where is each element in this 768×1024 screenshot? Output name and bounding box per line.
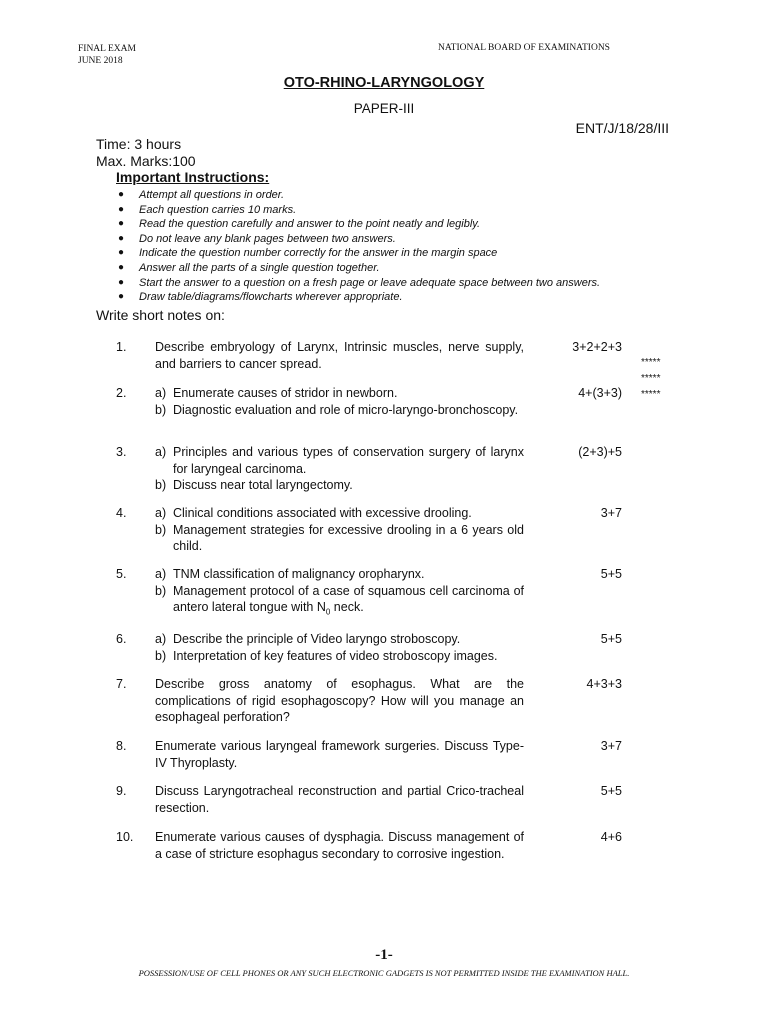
- question-part: a) Clinical conditions associated with excessive drooling.: [155, 506, 472, 520]
- exam-board: NATIONAL BOARD OF EXAMINATIONS: [438, 43, 610, 53]
- question-number: 10.: [116, 830, 134, 844]
- question-part: b) Diagnostic evaluation and role of micro-laryngo-bronchoscopy.: [155, 402, 519, 417]
- page-number: -1-: [375, 947, 393, 963]
- bullet-icon: ●: [118, 291, 125, 303]
- question-number: 7.: [116, 677, 127, 691]
- question-text: Describe embryology of Larynx, Intrinsic muscles, nerve supply, and barriers to cancer spread.: [155, 340, 524, 371]
- question-marks: 5+5: [600, 632, 622, 646]
- bullet-icon: ●: [118, 261, 125, 273]
- question-number: 3.: [116, 445, 127, 459]
- exam-name: FINAL EXAM: [78, 44, 136, 54]
- instruction-item: ● Attempt all questions in order.: [118, 189, 285, 201]
- question-number: 2.: [116, 386, 127, 400]
- question-text: Describe gross anatomy of esophagus. What are the complications of rigid esophagoscopy? How will you manage an esophageal perforation?: [155, 677, 524, 724]
- paper-code: ENT/J/18/28/III: [575, 120, 669, 136]
- question-number: 8.: [116, 739, 127, 753]
- instruction-item: ● Start the answer to a question on a fresh page or leave adequate space between two answers.: [118, 276, 601, 289]
- bullet-icon: ●: [118, 232, 125, 244]
- question-text: [155, 385, 524, 418]
- bullet-icon: ●: [118, 276, 125, 288]
- stars-mark: *****: [641, 389, 661, 400]
- instruction-item: ● Do not leave any blank pages between two answers.: [118, 232, 396, 245]
- question-text: [155, 566, 524, 621]
- question-text: [155, 505, 524, 555]
- question-text: Enumerate various laryngeal framework surgeries. Discuss Type-IV Thyroplasty.: [155, 739, 524, 770]
- question-part: b) Management protocol of a case of squamous cell carcinoma of antero lateral tongue with $N_0$ neck.: [155, 583, 524, 617]
- question-marks: 3+7: [600, 739, 622, 753]
- question-part: b) Discuss near total laryngectomy.: [155, 478, 353, 492]
- question-text: [155, 631, 524, 664]
- question-marks: (2+3)+5: [578, 445, 622, 459]
- instruction-item: ● Indicate the question number correctly for the answer in the margin space: [118, 247, 498, 260]
- paper-title: OTO-RHINO-LARYNGOLOGY: [283, 75, 485, 91]
- exam-date: JUNE 2018: [78, 56, 123, 66]
- question-part: a) Principles and various types of conservation surgery of larynx for laryngeal carcinoma.: [155, 445, 524, 476]
- question-marks: 4+(3+3): [578, 386, 622, 400]
- stars-mark: *****: [641, 373, 661, 384]
- question-marks: 4+3+3: [586, 677, 622, 691]
- stars-mark: *****: [641, 357, 661, 368]
- instruction-item: ● Answer all the parts of a single question together.: [118, 261, 380, 274]
- question-text: [155, 444, 524, 494]
- question-marks: 5+5: [600, 784, 622, 798]
- instruction-item: ● Each question carries 10 marks.: [118, 203, 297, 216]
- bullet-icon: ●: [118, 247, 125, 259]
- question-number: 5.: [116, 567, 127, 581]
- paper-number: PAPER-III: [353, 101, 415, 116]
- exam-duration: Time: 3 hours: [96, 136, 182, 152]
- question-number: 1.: [116, 340, 127, 354]
- question-part: b) Management strategies for excessive drooling in a 6 years old child.: [155, 522, 524, 553]
- instructions-list: [118, 188, 600, 305]
- question-marks: 3+2+2+3: [572, 340, 622, 354]
- bullet-icon: ●: [118, 189, 125, 200]
- footer-notice: POSSESSION/USE OF CELL PHONES OR ANY SUCH ELECTRONIC GADGETS IS NOT PERMITTED INSIDE THE EXAMINATION HALL.: [138, 968, 630, 978]
- exam-header-left: [78, 43, 136, 67]
- question-part: a) TNM classification of malignancy oropharynx.: [155, 567, 425, 581]
- question-text: Discuss Laryngotracheal reconstruction and partial Crico-tracheal resection.: [155, 784, 524, 815]
- question-marks: 3+7: [600, 506, 622, 520]
- max-marks: Max. Marks:100: [96, 152, 196, 169]
- bullet-icon: ●: [118, 203, 125, 215]
- question-marks: 5+5: [600, 567, 622, 581]
- question-number: 9.: [116, 784, 127, 798]
- instruction-item: ● Read the question carefully and answer to the point neatly and legibly.: [118, 218, 481, 231]
- question-part: a) Enumerate causes of stridor in newborn.: [155, 386, 398, 400]
- bullet-icon: ●: [118, 218, 125, 230]
- question-marks: 4+6: [600, 830, 622, 844]
- question-part: a) Describe the principle of Video laryngo stroboscopy.: [155, 632, 461, 646]
- question-part: b) Interpretation of key features of video stroboscopy images.: [155, 648, 498, 663]
- instructions-heading: Important Instructions:: [116, 169, 270, 185]
- question-text: Enumerate various causes of dysphagia. Discuss management of a case of stricture esophagus secondary to corrosive ingestion.: [155, 830, 524, 861]
- exam-meta: [96, 136, 196, 169]
- question-number: 4.: [116, 506, 127, 520]
- instruction-item: ● Draw table/diagrams/flowcharts wherever appropriate.: [118, 291, 403, 304]
- section-heading: Write short notes on:: [96, 307, 225, 323]
- question-number: 6.: [116, 632, 127, 646]
